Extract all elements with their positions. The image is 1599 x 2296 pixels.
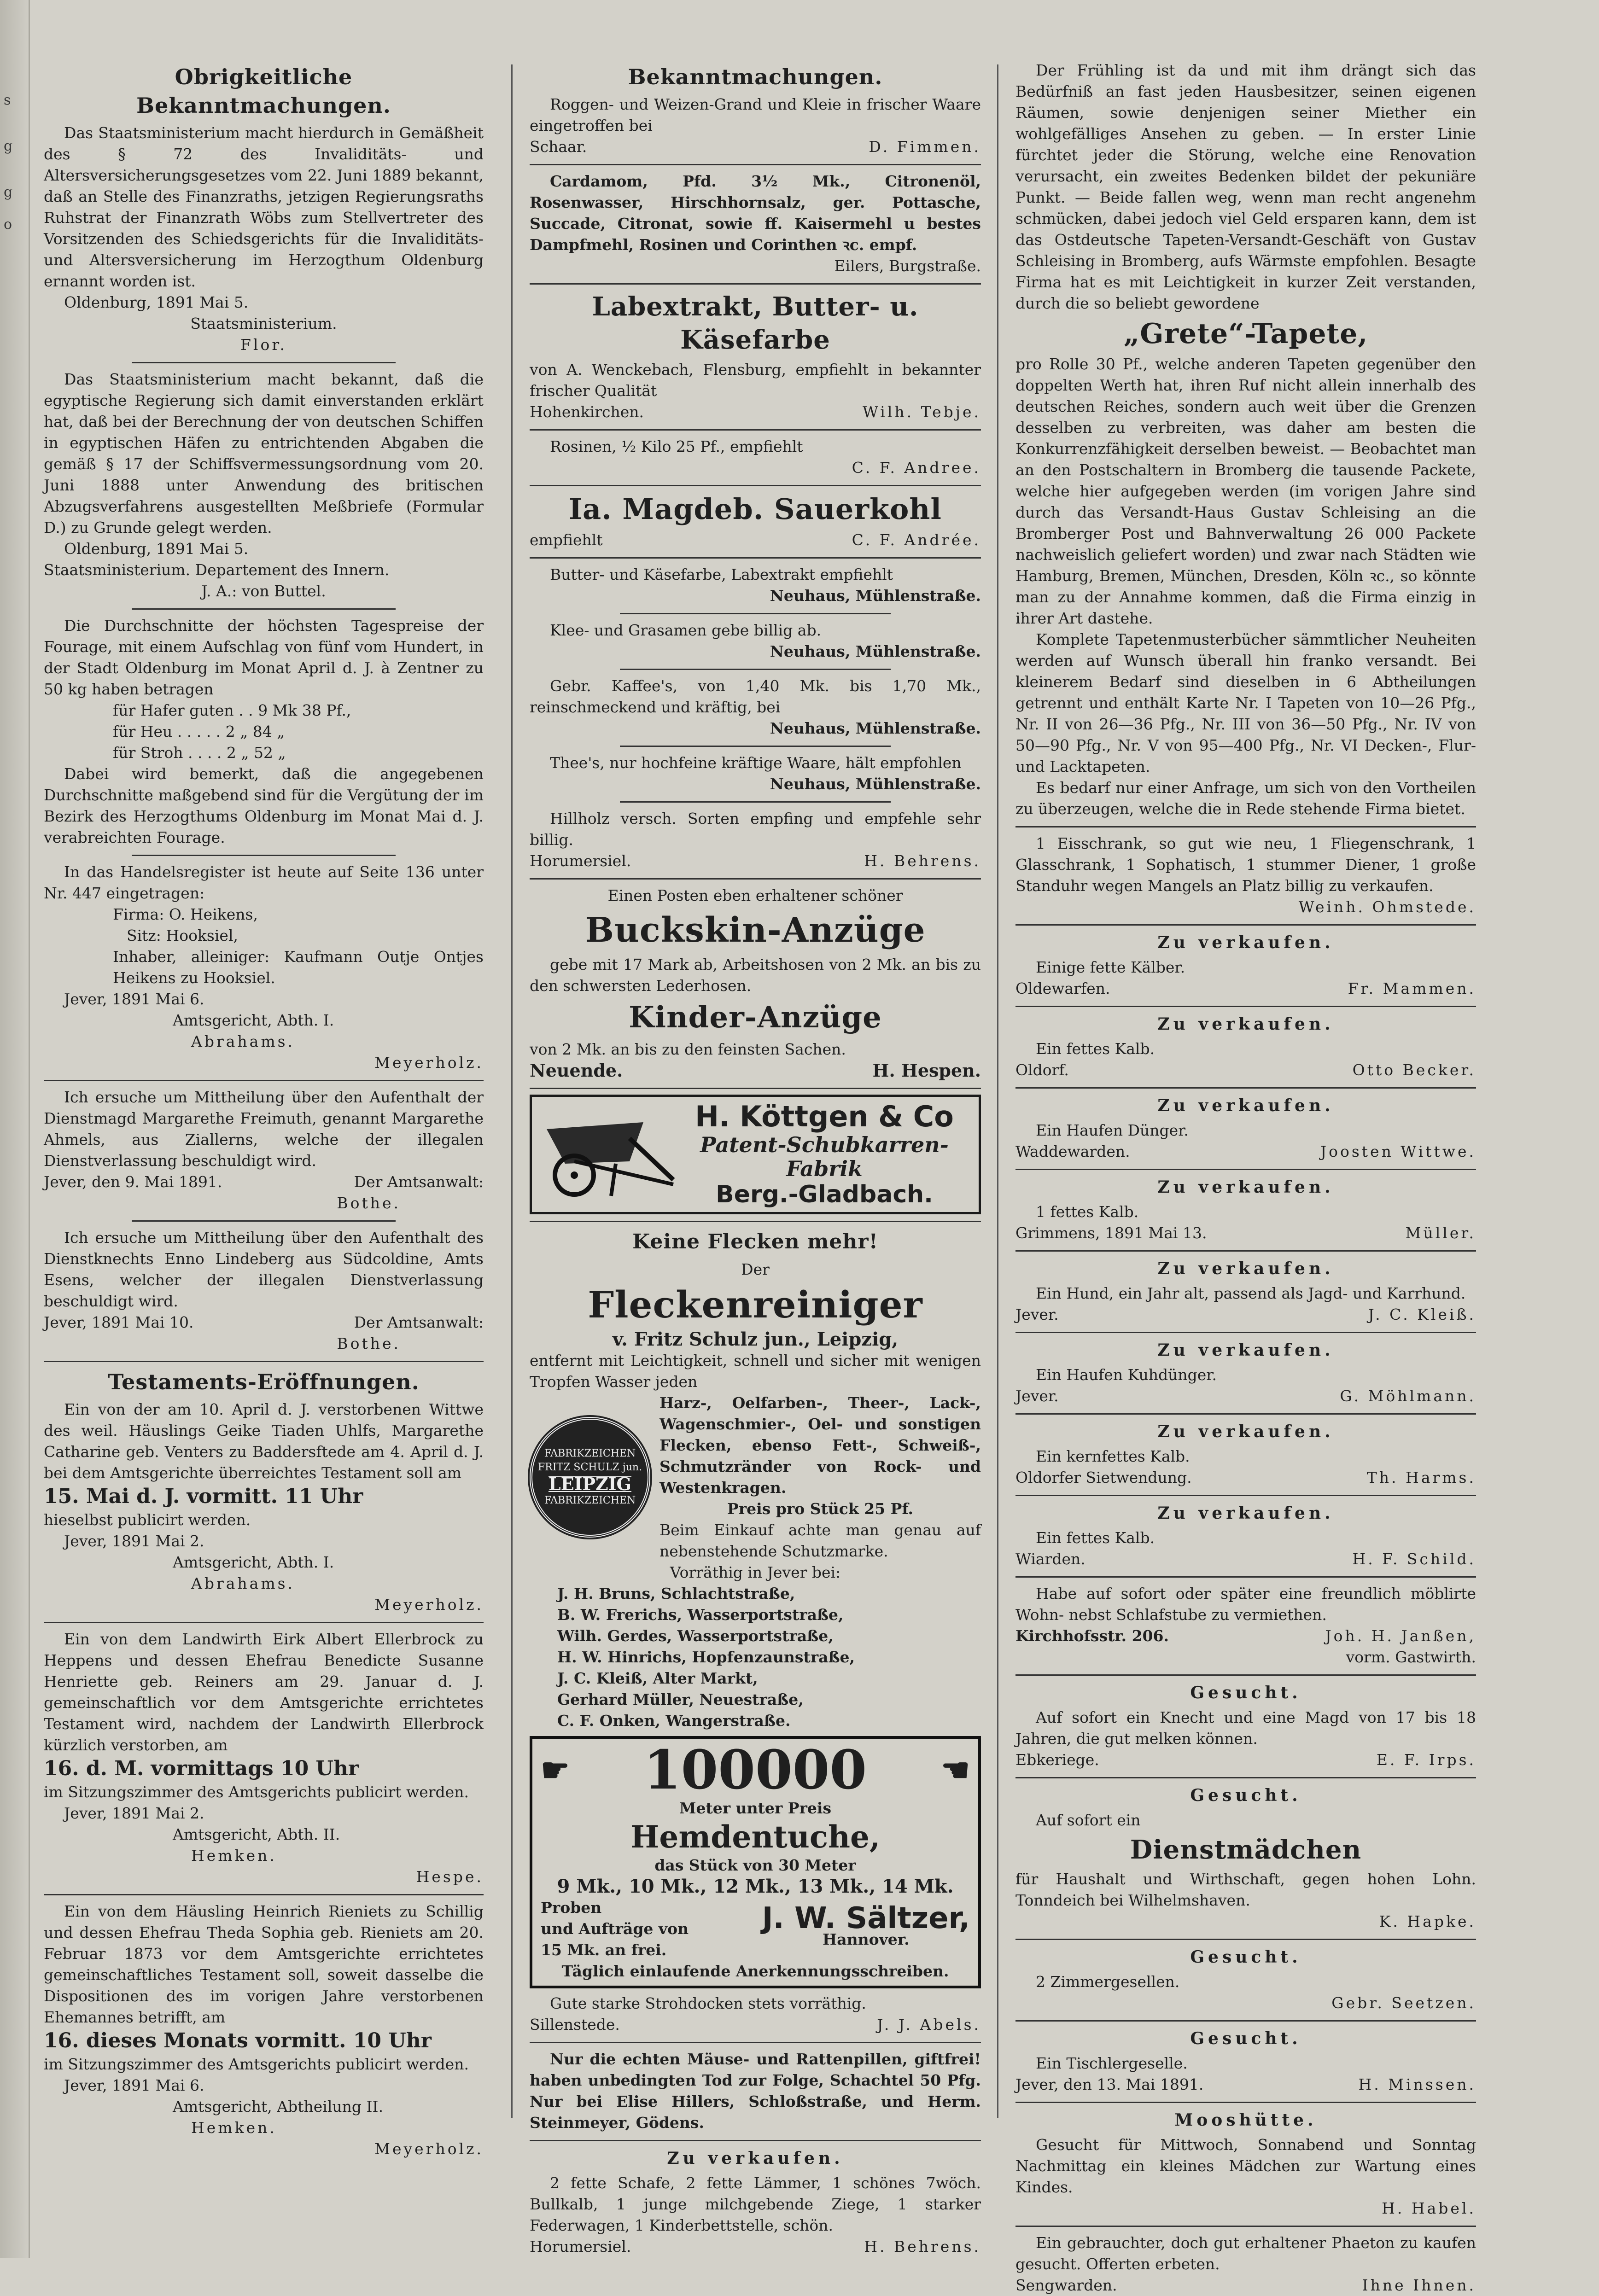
divider [44,1622,484,1623]
ad-signature: Joh. H. Janßen, [1325,1627,1476,1645]
divider [1015,1939,1476,1940]
notice-body: Die Durchschnitte der höchsten Tagespreise der Fourage, mit einem Aufschlag von fünf vom Hundert, in der Stadt Oldenburg im Monat April d. J. à Zentner zu 50 kg haben betragen [44,617,484,698]
ad-hemdentuche [530,1736,981,1988]
ad-moebel [1015,833,1476,918]
ad-place: Wiarden. [1015,1550,1085,1568]
register-line: Sitz: Hooksiel, [127,927,238,944]
ad-body: Harz-, Oelfarben-, Theer-, Lack-, Wagenschmier-, Oel- und sonstigen Flecken, ebenso Fett-, Schweiß-, Schmutzränder von Rock- und Westenkragen. [659,1394,981,1497]
ad-buckskin [530,885,981,1081]
ad-verkaufen-behrens [530,2147,981,2257]
ad-body: Hillholz versch. Sorten empfing und empfehle sehr billig. [530,810,981,849]
ad-place: Jever. [1015,1387,1059,1405]
divider [1015,2102,1476,2103]
ad-signature: Otto Becker. [1352,1061,1476,1079]
ad-sale-3 [1015,1094,1476,1162]
ad-body: Ein kernfettes Kalb. [1036,1447,1190,1465]
ad-grain [530,94,981,157]
ad-body: Ein Haufen Kuhdünger. [1036,1366,1217,1384]
ad-body: Gebr. Kaffee's, von 1,40 Mk. bis 1,70 Mk., reinschmeckend und kräftig, bei [530,677,981,716]
ad-body: für Haushalt und Wirthschaft, gegen hohen Lohn. Tonndeich bei Wilhelmshaven. [1015,1870,1476,1909]
ad-signature: C. F. Andrée. [852,531,981,549]
notice-body: In das Handelsregister ist heute auf Seite 136 unter Nr. 447 eingetragen: [44,863,484,902]
ad-headline: Gesucht. [1190,1947,1301,1967]
ad-price: Preis pro Stück 25 Pf. [727,1500,913,1518]
ad-body: Ein Tischlergeselle. [1036,2054,1188,2072]
ad-place: Neuende. [530,1060,623,1081]
notice-body: im Sitzungszimmer des Amtsgerichts publicirt werden. [44,1783,469,1801]
ad-sale-6 [1015,1339,1476,1407]
ad-body: 1 fettes Kalb. [1036,1203,1139,1221]
ad-hillholz [530,808,981,872]
ad-place: Horumersiel. [530,2238,631,2255]
ad-signature: H. Habel. [1382,2199,1476,2217]
publication-date: 15. Mai d. J. vormitt. 11 Uhr [44,1485,363,1508]
list-item: J. H. Bruns, Schlachtstraße, [557,1585,795,1603]
ad-body: entfernt mit Leichtigkeit, schnell und sicher mit wenigen Tropfen Wasser jeden [530,1352,981,1391]
stamp-city: LEIPZIG [549,1474,631,1494]
notice-place: Oldenburg, 1891 Mai 5. [64,540,249,558]
stamp-text: FABRIKZEICHEN [544,1448,636,1459]
ad-fleckenreiniger [530,1228,981,1731]
ad-place: Ebkeriege. [1015,1751,1099,1769]
ad-signature: Weinh. Ohmstede. [1298,898,1476,916]
ad-signature: K. Hapke. [1379,1912,1476,1930]
ad-headline: Zu verkaufen. [1157,1096,1334,1115]
ad-signature-note: vorm. Gastwirth. [1346,1648,1476,1666]
ad-text: empfiehlt [530,531,603,549]
divider [44,1080,484,1081]
price-row: für Stroh . . . . 2 „ 52 „ [113,744,286,762]
divider [1015,2226,1476,2227]
ad-headline: Zu verkaufen. [1157,1340,1334,1360]
divider [1015,1576,1476,1578]
ad-order-row [541,1897,970,1961]
ad-place: Oldorf. [1015,1061,1069,1079]
publication-date: 16. d. M. vormittags 10 Uhr [44,1757,359,1780]
company-name: J. W. Sältzer, [762,1901,970,1935]
notice-place: Jever, 1891 Mai 6. [64,990,204,1008]
testament-1 [44,1399,484,1615]
divider [1015,1674,1476,1676]
notice-signature: Bothe. [337,1194,401,1212]
column-rule [511,64,513,2118]
divider [1015,924,1476,926]
notice-1 [44,122,484,355]
ad-wanted-2 [1015,1784,1476,1932]
divider [44,1894,484,1895]
register-line: Inhaber, alleiniger: Kaufmann Outje Ontjes Heikens zu Hooksiel. [113,948,484,987]
ad-headline: Zu verkaufen. [1157,933,1334,952]
divider [530,485,981,486]
divider [1015,1495,1476,1496]
ad-signature: H. Behrens. [864,852,981,870]
notice-body: Das Staatsministerium macht hierdurch in Gemäßheit des § 72 des Invaliditäts- und Altersversicherungsgesetzes vom 22. Juni 1889 bekannt, daß an Stelle des Finanzraths, jetzigen Regierungsraths Ruhstrat der Finanzrath Wöbs zum Stellvertreter des Vorsitzenden des Schiedsgerichts für die Invaliditäts- und Altersversicherung im Herzogthum Oldenburg ernannt worden ist. [44,124,484,290]
notice-body: Ich ersuche um Mittheilung über den Aufenthalt des Dienstknechts Enno Lindeberg aus Südcoldine, Amts Esens, welcher der illegalen Dienstverlassung beschuldigt wird. [44,1229,484,1310]
notice-court: Amtsgericht, Abtheilung II. [173,2098,384,2115]
notice-6 [44,1227,484,1354]
divider [1015,1169,1476,1170]
notice-body: Ein von dem Landwirth Eirk Albert Ellerbrock zu Heppens und dessen Ehefrau Benedicte Susanne Henriette geb. Reiners am 29. Januar d. J. gemeinschaftlich vor dem Amtsgerichte errichtetes Testament wird, nachdem der Landwirth Ellerbrock kürzlich verstorben, am [44,1630,484,1754]
divider [620,613,891,614]
ad-signature: H. Behrens. [864,2238,981,2255]
notice-body: Ein von der am 10. April d. J. verstorbenen Wittwe des weil. Häuslings Geike Tiaden Uhlfs, Margarethe Catharine geb. Venters zu Baddersftede am 4. April d. J. bei dem Amtsgerichte überreichtes Testament soll am [44,1400,484,1482]
ad-body: Gesucht für Mittwoch, Sonnabend und Sonntag Nachmittag ein kleines Mädchen zur Wartung eines Kindes. [1015,2136,1476,2196]
testament-2 [44,1629,484,1888]
ad-headline: Hemdentuche, [630,1819,880,1855]
ad-koettgen [530,1095,981,1214]
divider [1015,1250,1476,1252]
ad-signature: Neuhaus, Mühlenstraße. [770,587,981,605]
notice-clerk: Meyerholz. [374,2140,484,2158]
column-advertisements [530,60,981,2255]
ad-headline: Dienstmädchen [1130,1835,1362,1865]
ad-sale-7 [1015,1420,1476,1488]
ad-headline: Gesucht. [1190,1786,1301,1805]
ad-body: Ein Haufen Dünger. [1036,1121,1189,1139]
ad-headline: „Grete“-Tapete, [1123,318,1368,350]
ad-wanted-3 [1015,1946,1476,2014]
ad-body: Rosinen, ½ Kilo 25 Pf., empfiehlt [550,437,803,455]
ad-body: gebe mit 17 Mark ab, Arbeitshosen von 2 Mk. an bis zu den schwersten Lederhosen. [530,956,981,995]
ad-body: Habe auf sofort oder später eine freundlich möblirte Wohn- nebst Schlafstube zu vermiethen. [1015,1585,1476,1624]
notice-5 [44,1087,484,1214]
ad-body: 1 Eisschrank, so gut wie neu, 1 Fliegenschrank, 1 Glasschrank, 1 Sophatisch, 1 stummer Diener, 1 große Standuhr wegen Mangels an Platz billig zu verkaufen. [1015,834,1476,895]
ad-place: Hohenkirchen. [530,403,644,421]
divider [1015,1087,1476,1089]
register-line: Firma: O. Heikens, [113,905,258,923]
ad-sale-8 [1015,1502,1476,1570]
notice-court: Amtsgericht, Abth. I. [173,1553,334,1571]
ad-headline: Labextrakt, Butter- u. Käsefarbe [592,291,919,355]
ad-place: Jever, den 13. Mai 1891. [1015,2075,1204,2093]
ad-headline: Fleckenreiniger [588,1283,923,1326]
ad-kleesamen [530,620,981,662]
ad-place: Grimmens, 1891 Mai 13. [1015,1224,1207,1242]
ad-note: Beim Einkauf achte man genau auf nebenstehende Schutzmarke. [659,1521,981,1560]
ad-headline: Keine Flecken mehr! [632,1230,878,1253]
ad-wanted-4 [1015,2027,1476,2095]
ad-text: Proben [541,1899,602,1917]
ad-headline: Ia. Magdeb. Sauerkohl [569,492,942,526]
ad-mooshuette [1015,2109,1476,2219]
notice-3 [44,615,484,848]
notice-place: Jever, 1891 Mai 2. [64,1804,204,1822]
ad-sale-2 [1015,1013,1476,1081]
ad-body: pro Rolle 30 Pf., welche anderen Tapeten gegenüber den doppelten Werth hat, ihren Ruf nicht allein innerhalb des deutschen Reiches, sondern auch weit über die Grenzen desselben zu verbreiten, was daher am besten die Konkurrenzfähigkeit derselben beweist. — Beobachtet man an den Postschaltern in Bromberg die tausende Packete, welche hier aufgegeben werden (im vorigen Jahre sind durch das Versandt-Haus Gustav Schleising an die Bromberger Post und Bahnverwaltung 26 000 Packete nachweislich geliefert worden) und zwar nach Städten wie Hamburg, Bremen, München, Dresden, Köln ꝛc., so könnte man zu der Annahme kommen, daß die Firma einzig in ihrer Art dastehe. [1015,355,1476,627]
notice-org: Staatsministerium. Departement des Innern. [44,561,390,579]
ad-kaffee [530,676,981,739]
adjacent-page-edge [0,0,30,2258]
ad-place: Horumersiel. [530,852,631,870]
ad-labextrakt [530,290,981,423]
notice-judge: Abrahams. [191,1574,295,1592]
ad-phaeton [1015,2232,1476,2296]
price-row: für Hafer guten . . 9 Mk 38 Pf., [113,701,351,719]
ad-place: Oldewarfen. [1015,979,1110,997]
ad-text: 15 Mk. an frei. [541,1941,667,1959]
divider [530,164,981,165]
notice-clerk: Meyerholz. [374,1596,484,1614]
ad-body: Es bedarf nur einer Anfrage, um sich von den Vortheilen zu überzeugen, welche die in Rede stehende Firma bietet. [1015,779,1476,818]
ad-signature: G. Möhlmann. [1340,1387,1476,1405]
divider [132,1220,396,1222]
notice-court: Amtsgericht, Abth. I. [173,1011,334,1029]
ad-body: Komplete Tapetenmusterbücher sämmtlicher Neuheiten werden auf Wunsch überall hin franko versandt. Bei kleinerem Bedarf sind dieselben in 6 Abtheilungen getrennt und enthält Karte Nr. I Tapeten von 10—26 Pfg., Nr. II von 26—36 Pfg., Nr. III von 36—50 Pfg., Nr. IV von 50—90 Pfg., Nr. V von 95—400 Pfg., Nr. VI Decken-, Flur- und Lacktapeten. [1015,630,1476,775]
ad-spices [530,171,981,277]
seller-list [530,1583,981,1731]
divider [1015,2020,1476,2022]
ad-headline: Mooshütte. [1174,2110,1317,2130]
ad-wanted-1 [1015,1681,1476,1771]
notice-clerk: Hespe. [416,1868,484,1886]
notice-org: Staatsministerium. [190,315,337,332]
ad-body: Auf sofort ein Knecht und eine Magd von 17 bis 18 Jahren, die gut melken können. [1015,1708,1476,1748]
ad-maker: v. Fritz Schulz jun., Leipzig, [612,1329,899,1350]
company-city: Berg.-Gladbach. [716,1181,933,1208]
ad-signature: Müller. [1405,1224,1476,1242]
section-title: Obrigkeitliche Bekanntmachungen. [136,64,391,118]
notice-judge: Hemken. [191,1847,277,1865]
ad-headline: Zu verkaufen. [1157,1014,1334,1034]
ad-signature: H. Minssen. [1358,2075,1476,2093]
ad-body: Ein fettes Kalb. [1036,1529,1155,1547]
ad-sauerkohl [530,492,981,551]
ad-signature: Joosten Wittwe. [1320,1142,1476,1160]
ad-place: Jever. [1015,1305,1059,1323]
ad-body: Gute starke Strohdocken stets vorräthig. [550,1994,866,2012]
pointing-hand-icon: ☛ [541,1751,570,1789]
ad-text: das Stück von 30 Meter [654,1856,856,1874]
ad-signature: D. Fimmen. [869,138,981,156]
ad-signature: J. J. Abels. [877,2016,981,2034]
ad-body: von 2 Mk. an bis zu den feinsten Sachen. [530,1040,846,1058]
ad-headline: Kinder-Anzüge [629,1000,882,1035]
ad-body: Nur die echten Mäuse- und Rattenpillen, giftfrei! haben unbedingten Tod zur Folge, Schachtel 50 Pfg. Nur bei Elise Hillers, Schloßstraße, und Herm. Steinmeyer, Gödens. [530,2050,981,2132]
notice-org: Der Amtsanwalt: [354,1313,484,1331]
ad-headline: Zu verkaufen. [1157,1503,1334,1523]
column-official-notices [44,60,484,2169]
divider [1015,1777,1476,1778]
divider [530,283,981,285]
ad-signature: H. F. Schild. [1352,1550,1476,1568]
notice-body: hieselbst publicirt werden. [44,1511,251,1529]
ad-sale-4 [1015,1176,1476,1244]
ad-signature: Th. Harms. [1366,1469,1476,1486]
ad-text: Meter unter Preis [679,1799,832,1817]
ad-signature: Gebr. Seetzen. [1331,1994,1476,2012]
ad-body: Ein fettes Kalb. [1036,1040,1155,1058]
divider [530,878,981,880]
ad-body: von A. Wenckebach, Flensburg, empfiehlt in bekannter frischer Qualität [530,361,981,400]
ad-signature: Neuhaus, Mühlenstraße. [770,642,981,660]
ad-thee [530,752,981,795]
ad-place: Sengwarden. [1015,2276,1117,2294]
notice-signature: Flor. [240,336,287,354]
ad-intro: Einen Posten eben erhaltener schöner [607,886,903,904]
section-title: Testaments-Eröffnungen. [108,1369,420,1394]
ad-place: Oldorfer Sietwendung. [1015,1469,1192,1486]
edge-fragment: g [4,184,13,200]
notice-place: Jever, 1891 Mai 2. [64,1532,204,1550]
ad-text: Der [741,1260,770,1278]
ad-signature: E. F. Irps. [1376,1751,1476,1769]
ad-strohdocken [530,1993,981,2035]
divider [530,1221,981,1222]
notice-court: Amtsgericht, Abth. II. [173,1825,340,1843]
section-title: Bekanntmachungen. [628,64,883,89]
notice-place: Jever, 1891 Mai 10. [44,1313,194,1331]
edge-fragment: o [4,216,12,233]
ad-body: Ein gebrauchter, doch gut erhaltener Phaeton zu kaufen gesucht. Offerten erbeten. [1015,2234,1476,2273]
ad-signature: Ihne Ihnen. [1362,2276,1476,2294]
ad-text: Täglich einlaufende Anerkennungsschreiben. [561,1962,949,1980]
notice-2 [44,369,484,602]
wheelbarrow-icon [537,1111,676,1198]
divider [530,2140,981,2141]
ad-sale-5 [1015,1257,1476,1325]
list-item: C. F. Onken, Wangerstraße. [557,1712,791,1730]
divider [1015,826,1476,827]
ad-body: Auf sofort ein [1036,1811,1141,1829]
column-rule [997,64,998,2118]
ad-body: Der Frühling ist da und mit ihm drängt sich das Bedürfniß an fast jeden Hausbesitzer, seinen eigenen Räumen, sowie denjenigen seiner Miether ein wohlgefälliges Ansehen zu geben. — In erster Linie fürchtet jeder die Störung, welche eine Renovation verursacht, ein zweites Bedenken bildet der pekuniäre Punkt. — Beide fallen weg, wenn man recht angenehm schmücken, dabei jedoch viel Geld ersparen kann, dem ist das Ostdeutsche Tapeten-Versandt-Geschäft von Gustav Schleising in Bromberg, aufs Wärmste empfohlen. Besagte Firma hat es mit Leichtigkeit in kurzer Zeit verstanden, durch die so beliebt gewordene [1015,61,1476,312]
ad-sale-1 [1015,931,1476,999]
ad-signature: Neuhaus, Mühlenstraße. [770,775,981,793]
ad-body: Cardamom, Pfd. 3½ Mk., Citronenöl, Rosenwasser, Hirschhornsalz, ger. Pottasche, Succade, Citronat, sowie ff. Kaisermehl u bestes Dampfmehl, Rosinen und Corinthen ꝛc. empf. [530,172,981,254]
notice-signature: Bothe. [337,1334,401,1352]
edge-fragment: g [4,138,13,154]
ad-number: 100000 [643,1739,867,1801]
ad-stock: Vorräthig in Jever bei: [670,1563,841,1581]
ad-signature: C. F. Andree. [852,459,981,477]
ad-rosinen [530,436,981,478]
ad-place: Schaar. [530,138,587,156]
ad-headline: Gesucht. [1190,2029,1301,2048]
divider [530,557,981,559]
list-item: J. C. Kleiß, Alter Markt, [557,1669,758,1687]
ad-signature: H. Hespen. [872,1060,981,1081]
divider [1015,1006,1476,1007]
ad-place: Waddewarden. [1015,1142,1130,1160]
ad-signature: Eilers, Burgstraße. [834,257,981,275]
notice-body: Dabei wird bemerkt, daß die angegebenen Durchschnitte maßgebend sind für die Vergütung der im Bezirk des Herzogthums Oldenburg im Monat Mai d. J. verabreichten Fourage. [44,765,484,846]
list-item: Gerhard Müller, Neuestraße, [557,1690,804,1708]
notice-body: Ein von dem Häusling Heinrich Rieniets zu Schillig und dessen Ehefrau Theda Sophia geb. Rieniets am 20. Februar 1873 vor dem Amtsgerichte errichtetes gemeinschaftliches Testament soll, soweit dasselbe die Dispositionen des im vorigen Jahre verstorbenen Ehemannes betrifft, am [44,1902,484,2026]
ad-body: 2 fette Schafe, 2 fette Lämmer, 1 schönes 7wöch. Bullkalb, 1 junge milchgebende Ziege, 1 starker Federwagen, 1 Kinderbettstelle, schön. [530,2174,981,2234]
ad-body: Einige fette Kälber. [1036,958,1185,976]
ad-tapeten [1015,60,1476,820]
column-classifieds [1015,60,1476,2294]
pointing-hand-icon: ☚ [941,1751,970,1789]
divider [530,2042,981,2043]
divider [132,362,396,363]
notice-org: Der Amtsanwalt: [354,1173,484,1191]
price-row: für Heu . . . . . 2 „ 84 „ [113,723,285,740]
company-line: Patent-Schubkarren-Fabrik [700,1132,949,1181]
divider [620,801,891,803]
divider [44,1361,484,1362]
ad-headline: Zu verkaufen. [667,2149,844,2168]
notice-judge: Hemken. [191,2119,277,2137]
koettgen-brand [676,1101,973,1208]
edge-fragment: s [4,92,11,108]
list-item: Wilh. Gerdes, Wasserportstraße, [557,1627,834,1645]
ad-body: Butter- und Käsefarbe, Labextrakt empfiehlt [550,565,893,583]
notice-body: Das Staatsministerium macht bekannt, daß die egyptische Regierung sich damit einverstanden erklärt hat, daß bei der Berechnung der von deutschen Schiffen in egyptischen Häfen zu entrichtenden Abgaben die gemäß § 17 der Schiffsvermessungsordnung vom 20. Juni 1888 unter Anwendung des britischen Abzugsverfahrens ausgestellten Meßbriefe (Formular D.) zu Grunde gelegt werden. [44,370,484,536]
ad-body: Klee- und Grasamen gebe billig ab. [550,621,822,639]
trademark-stamp [530,1417,650,1538]
ad-number-row [541,1739,970,1801]
divider [620,746,891,747]
ad-signature: Fr. Mammen. [1348,979,1476,997]
divider [1015,1332,1476,1333]
divider [530,429,981,431]
testament-3 [44,1901,484,2160]
company-city: Hannover. [823,1930,910,1948]
divider [620,669,891,670]
divider [132,608,396,610]
ad-butterfarbe [530,564,981,606]
trademark-block [530,1393,981,1562]
divider [1015,1413,1476,1415]
ad-headline: Gesucht. [1190,1683,1301,1702]
list-item: H. W. Hinrichs, Hopfenzaunstraße, [557,1648,855,1666]
publication-date: 16. dieses Monats vormitt. 10 Uhr [44,2029,432,2052]
company-name: H. Köttgen & Co [695,1100,954,1133]
notice-4 [44,862,484,1073]
list-item: B. W. Frerichs, Wasserportstraße, [557,1606,844,1624]
ad-place: Sillenstede. [530,2016,620,2034]
ad-place: Kirchhofsstr. 206. [1015,1627,1169,1645]
divider [132,855,396,856]
ad-rattenpillen [530,2049,981,2133]
ad-signature: J. C. Kleiß. [1368,1305,1476,1323]
notice-body: im Sitzungszimmer des Amtsgerichts publicirt werden. [44,2055,469,2073]
ad-body: Roggen- und Weizen-Grand und Kleie in frischer Waare eingetroffen bei [530,95,981,134]
notice-judge: Abrahams. [191,1032,295,1050]
notice-place: Jever, den 9. Mai 1891. [44,1173,222,1191]
ad-headline: Zu verkaufen. [1157,1177,1334,1197]
ad-wohnung [1015,1583,1476,1668]
ad-body: Thee's, nur hochfeine kräftige Waare, hält empfohlen [550,754,962,772]
notice-body: Ich ersuche um Mittheilung über den Aufenthalt der Dienstmagd Margarethe Freimuth, genannt Margarethe Ahmels, aus Ziallerns, welche der illegalen Dienstverlassung beschuldigt wird. [44,1088,484,1170]
ad-body: 2 Zimmergesellen. [1036,1973,1180,1991]
notice-signature: J. A.: von Buttel. [201,582,326,600]
notice-clerk: Meyerholz. [374,1054,484,1072]
notice-place: Oldenburg, 1891 Mai 5. [64,293,249,311]
ad-headline: Zu verkaufen. [1157,1422,1334,1441]
divider [530,1088,981,1089]
ad-signature: Neuhaus, Mühlenstraße. [770,719,981,737]
ad-headline: Zu verkaufen. [1157,1259,1334,1278]
ad-headline: Buckskin-Anzüge [585,910,926,950]
stamp-text: FRITZ SCHULZ jun. [537,1462,642,1473]
ad-body: Ein Hund, ein Jahr alt, passend als Jagd- und Karrhund. [1036,1284,1466,1302]
ad-text: und Aufträge von [541,1920,689,1938]
stamp-text: FABRIKZEICHEN [544,1495,636,1506]
ad-prices: 9 Mk., 10 Mk., 12 Mk., 13 Mk., 14 Mk. [557,1876,954,1897]
notice-place: Jever, 1891 Mai 6. [64,2076,204,2094]
ad-signature: Wilh. Tebje. [862,403,981,421]
